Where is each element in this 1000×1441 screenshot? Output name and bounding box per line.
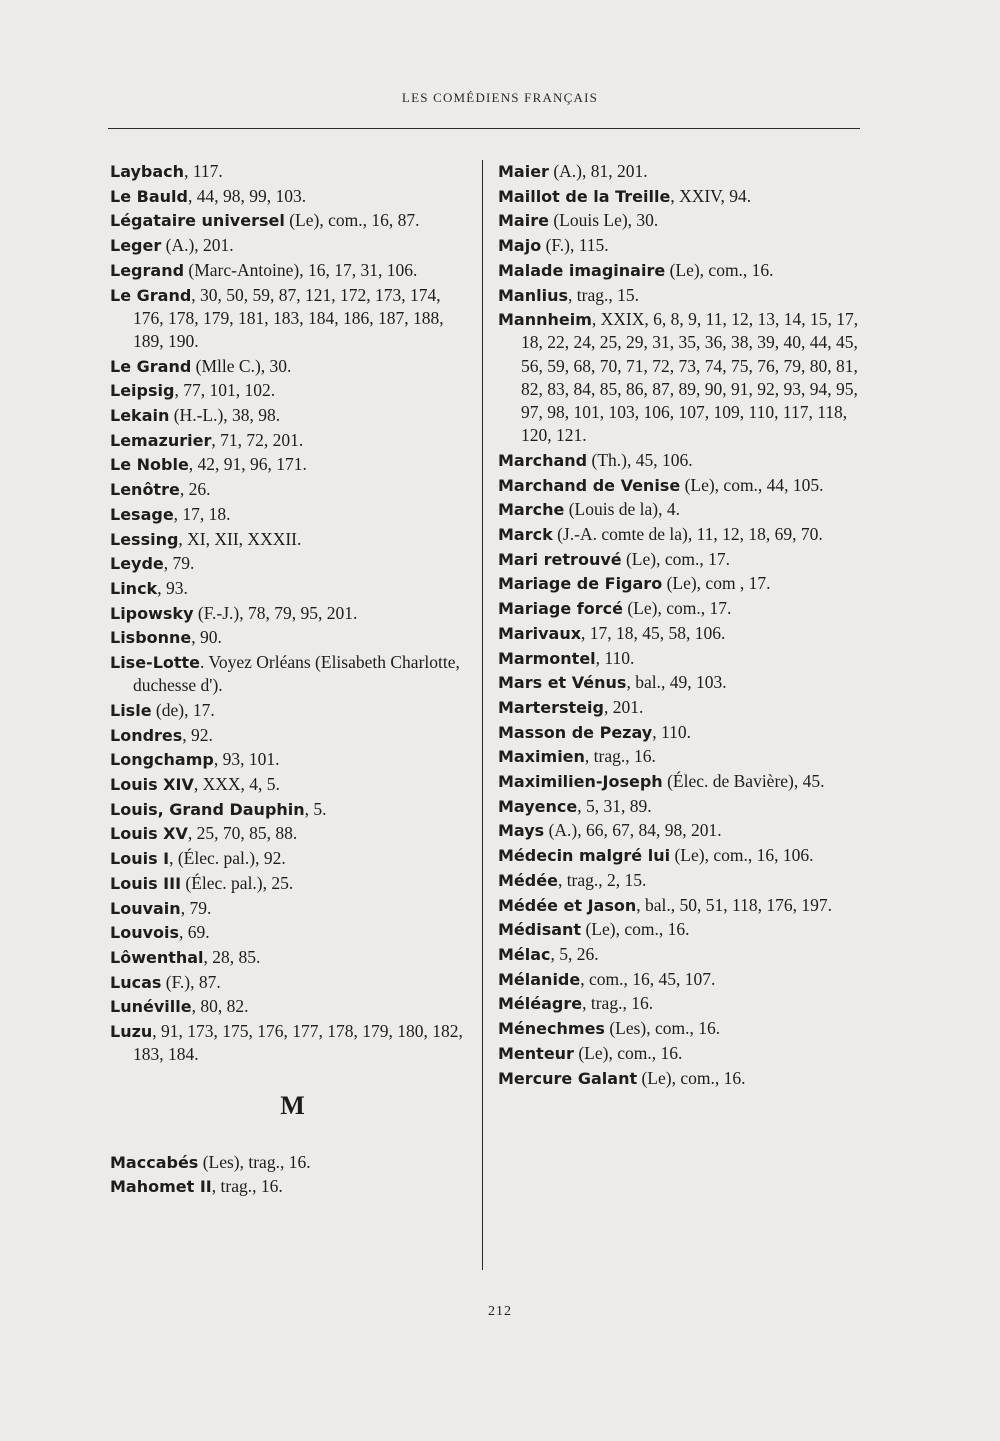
entry-heading: Masson de Pezay [498,722,653,742]
index-entry [110,209,475,232]
index-entry [498,943,866,966]
index-entry [498,770,866,793]
entry-references: , 80, 82. [191,996,249,1017]
entry-heading: Lise-Lotte [110,653,201,673]
index-entry [498,209,866,232]
entry-heading: Médisant [498,920,582,940]
index-column-right [498,160,866,1091]
index-entry [110,234,475,257]
index-entry [498,622,866,645]
entry-references: (F.), 87. [161,971,221,992]
entry-heading: Martersteig [498,697,604,717]
entry-heading: Leyde [110,554,164,574]
index-entry [498,1017,866,1040]
entry-heading: Médée et Jason [498,895,637,915]
entry-heading: Marchand [498,450,588,470]
entry-references: , XXX, 4, 5. [193,774,280,795]
entry-references: , 71, 72, 201. [211,429,304,450]
index-entry [498,721,866,744]
entry-references: , XXIX, 6, 8, 9, 11, 12, 13, 14, 15, 17, 18, 22, 24, 25, 29, 31, 35, 36, 38, 39, 40, 44, 45, 56, 59, 68, 70, 71, 72, 73, 74, 75, 76, 79, 80, 81, 82, 83, 84, 85, 86, 87, 89, 90, 91, 92, 93, 94, 95, 97, 98, 101, 103, 106, 107, 109, 110, 117, 118, 120, 121. [521,309,859,446]
index-entry [498,844,866,867]
header-rule [108,128,860,129]
entry-heading: Lisle [110,700,152,720]
entry-heading: Mariage forcé [498,599,623,619]
entry-references: , 5, 31, 89. [577,795,652,816]
entry-heading: Mays [498,821,545,841]
index-column-left [110,160,475,1200]
index-entry [110,971,475,994]
entry-references: , 201. [603,696,644,717]
entry-heading: Légataire universel [110,211,285,231]
index-entry [110,724,475,747]
entry-heading: Laybach [110,162,185,181]
entry-heading: Louvain [110,898,181,918]
entry-references: (Le), com., 16. [573,1042,683,1063]
index-entry [110,748,475,771]
entry-references: , 42, 91, 96, 171. [188,454,307,475]
entry-heading: Mari retrouvé [498,549,622,569]
index-entry [498,597,866,620]
entry-references: (Élec. de Bavière), 45. [662,771,825,792]
entry-heading: Linck [110,578,158,598]
index-entry [498,259,866,282]
entry-heading: Louis XV [110,824,188,844]
index-entry [498,308,866,447]
entry-heading: Lipowsky [110,603,194,623]
entry-heading: Lemazurier [110,430,212,450]
index-entry [110,773,475,796]
index-entry [110,798,475,821]
entry-heading: Lekain [110,406,170,426]
index-entry [498,968,866,991]
entry-heading: Maire [498,211,549,231]
entry-references: (Le), com., 17. [622,598,732,619]
entry-heading: Mercure Galant [498,1068,638,1088]
entry-heading: Lessing [110,529,179,549]
index-entry [110,552,475,575]
entry-references: , 110. [652,721,691,742]
index-entry [498,185,866,208]
entry-heading: Mannheim [498,310,592,330]
index-entry [498,234,866,257]
entry-references: , 25, 70, 85, 88. [187,823,298,844]
entry-references: , 26. [179,479,211,500]
entry-heading: Médée [498,870,558,890]
entry-heading: Louis III [110,873,182,893]
index-entry [498,992,866,1015]
column-divider [482,160,483,1270]
index-entry [110,453,475,476]
entry-references: (Th.), 45, 106. [587,449,693,470]
entry-heading: Le Noble [110,455,189,475]
index-entry [498,548,866,571]
index-entry [110,429,475,452]
entry-references: , trag., 15. [568,284,639,305]
entry-heading: Marche [498,500,565,520]
index-entry [498,745,866,768]
index-entry [110,259,475,282]
index-entry [498,795,866,818]
entry-references: (A.), 66, 67, 84, 98, 201. [544,820,722,841]
index-entry [110,602,475,625]
entry-heading: Ménechmes [498,1019,605,1039]
entry-heading: Malade imaginaire [498,260,666,280]
entry-references: , 5. [304,798,327,819]
entry-references: , bal., 49, 103. [626,672,727,693]
entry-heading: Le Bauld [110,186,188,206]
index-entry [110,1151,475,1174]
entry-references: (Le), com., 16, 87. [284,210,420,231]
entry-references: (F.-J.), 78, 79, 95, 201. [193,602,358,623]
entry-heading: Maier [498,162,549,181]
index-entry [110,503,475,526]
index-entry [498,918,866,941]
index-entry [110,355,475,378]
index-entry [110,528,475,551]
entry-references: (Le), com., 16. [637,1067,746,1088]
entry-references: , 30, 50, 59, 87, 121, 172, 173, 174, 176, 178, 179, 181, 183, 184, 186, 187, 188, 189, 190. [133,284,444,351]
entry-references: , bal., 50, 51, 118, 176, 197. [636,894,832,915]
running-header: LES COMÉDIENS FRANÇAIS [401,90,599,105]
index-entry [110,651,475,697]
index-entry [110,872,475,895]
entry-heading: Médecin malgré lui [498,846,671,866]
entry-heading: Legrand [110,260,185,280]
entry-heading: Maillot de la Treille [498,186,671,206]
entry-heading: Maccabés [110,1152,199,1172]
entry-heading: Lucas [110,972,162,992]
index-entry [498,523,866,546]
entry-references: (Louis de la), 4. [564,499,681,520]
index-entry [110,897,475,920]
entry-heading: Lenôtre [110,480,180,500]
entry-references: , trag., 2, 15. [557,869,647,890]
entry-references: (Élec. pal.), 25. [181,872,294,893]
entry-heading: Mars et Vénus [498,673,627,693]
entry-references: , 28, 85. [203,947,261,967]
index-entry [498,284,866,307]
entry-references: , XI, XII, XXXII. [178,528,302,549]
index-entry [110,626,475,649]
entry-heading: Lisbonne [110,628,192,648]
entry-references: , 91, 173, 175, 176, 177, 178, 179, 180, 182, 183, 184. [133,1021,463,1065]
index-entry [110,822,475,845]
entry-references: , 77, 101, 102. [174,380,276,401]
index-entry [498,1067,866,1090]
index-entry [498,1042,866,1065]
entry-heading: Leipsig [110,381,175,401]
entry-references: , 79. [163,553,195,574]
entry-heading: Mariage de Figaro [498,574,663,594]
entry-heading: Marmontel [498,648,596,668]
entry-references: , 69. [179,922,210,943]
index-entry [498,498,866,521]
index-entry [110,379,475,402]
entry-references: , 110. [595,647,635,668]
entry-references: (Le), com., 17. [621,548,730,569]
entry-heading: Luzu [110,1022,153,1042]
entry-references: , 44, 98, 99, 103. [187,185,307,206]
entry-heading: Maximilien-Joseph [498,772,663,792]
entry-references: (A.), 201. [161,235,234,256]
entry-references: , 90. [191,627,222,648]
entry-references: (J.-A. comte de la), 11, 12, 18, 69, 70. [552,524,823,545]
entry-heading: Mélanide [498,969,581,989]
index-entry [110,995,475,1018]
entry-references: (F.), 115. [541,235,609,256]
entry-references: (Le), com , 17. [662,573,771,594]
index-entry [498,160,866,183]
entry-references: (H.-L.), 38, 98. [169,405,281,426]
entry-heading: Le Grand [110,285,192,305]
entry-references: , 17, 18, 45, 58, 106. [581,622,726,643]
entry-heading: Louis I [110,849,170,869]
entry-heading: Menteur [498,1043,574,1063]
entry-references: , trag., 16. [582,993,654,1014]
entry-heading: Louvois [110,923,180,943]
section-letter: M [280,1090,305,1120]
index-entry [110,478,475,501]
entry-references: , com., 16, 45, 107. [580,968,716,989]
entry-references: , (Élec. pal.), 92. [169,848,286,869]
entry-references: , 93, 101. [213,749,280,770]
index-entry [498,696,866,719]
entry-references: (Louis Le), 30. [548,210,659,231]
index-entry [498,869,866,892]
entry-references: (de), 17. [151,699,215,720]
entry-heading: Mélac [498,945,551,964]
entry-heading: Manlius [498,285,568,305]
entry-references: , trag., 16. [584,746,656,767]
index-entry [498,819,866,842]
entry-references: , 93. [157,577,188,598]
entry-heading: Mahomet II [110,1177,212,1197]
entry-heading: Marck [498,525,553,545]
index-entry [498,474,866,497]
index-entry [110,946,475,969]
page-number: 212 [488,1304,512,1319]
entry-heading: Longchamp [110,750,214,770]
entry-references: , 5, 26. [550,944,599,964]
entry-heading: Mayence [498,796,578,816]
entry-heading: Louis, Grand Dauphin [110,799,305,819]
index-entry [110,1020,475,1066]
entry-references: (Le), com., 16, 106. [670,845,814,866]
entry-heading: Marivaux [498,623,582,643]
entry-references: (Les), trag., 16. [198,1151,311,1172]
index-entry [110,160,475,183]
entry-references: , XXIV, 94. [670,185,752,206]
entry-references: (Le), com., 16. [581,919,690,940]
index-entry [110,577,475,600]
entry-references: , trag., 16. [211,1176,283,1197]
entry-heading: Londres [110,725,183,745]
entry-references: (Les), com., 16. [604,1018,721,1039]
entry-references: (Le), com., 16. [665,259,774,280]
index-entry [498,647,866,670]
entry-references: , 92. [182,724,213,745]
index-entry [110,1175,475,1198]
entry-references: (Marc-Antoine), 16, 17, 31, 106. [184,259,418,280]
entry-references: , 79. [180,897,212,918]
entry-heading: Maximien [498,747,585,767]
entry-references: . Voyez Orléans (Elisabeth Charlotte, duchesse d'). [133,652,460,696]
entry-references: , 117. [184,161,223,181]
index-entry [498,894,866,917]
index-entry [110,921,475,944]
entry-heading: Méléagre [498,994,583,1014]
entry-heading: Leger [110,236,162,256]
entry-heading: Lôwenthal [110,948,204,967]
entry-heading: Louis XIV [110,775,194,795]
index-entry [498,671,866,694]
index-entry [110,284,475,354]
entry-references: (Mlle C.), 30. [191,355,292,376]
index-entry [110,699,475,722]
index-entry [498,449,866,472]
entry-references: (Le), com., 44, 105. [680,474,824,495]
index-entry [110,185,475,208]
entry-heading: Le Grand [110,356,192,376]
index-entry [110,847,475,870]
entry-heading: Majo [498,236,542,256]
entry-heading: Lunéville [110,997,192,1017]
entry-references: , 17, 18. [173,503,231,524]
entry-references: (A.), 81, 201. [548,161,648,181]
entry-heading: Marchand de Venise [498,475,681,495]
entry-heading: Lesage [110,504,174,524]
index-entry [498,572,866,595]
index-entry [110,404,475,427]
